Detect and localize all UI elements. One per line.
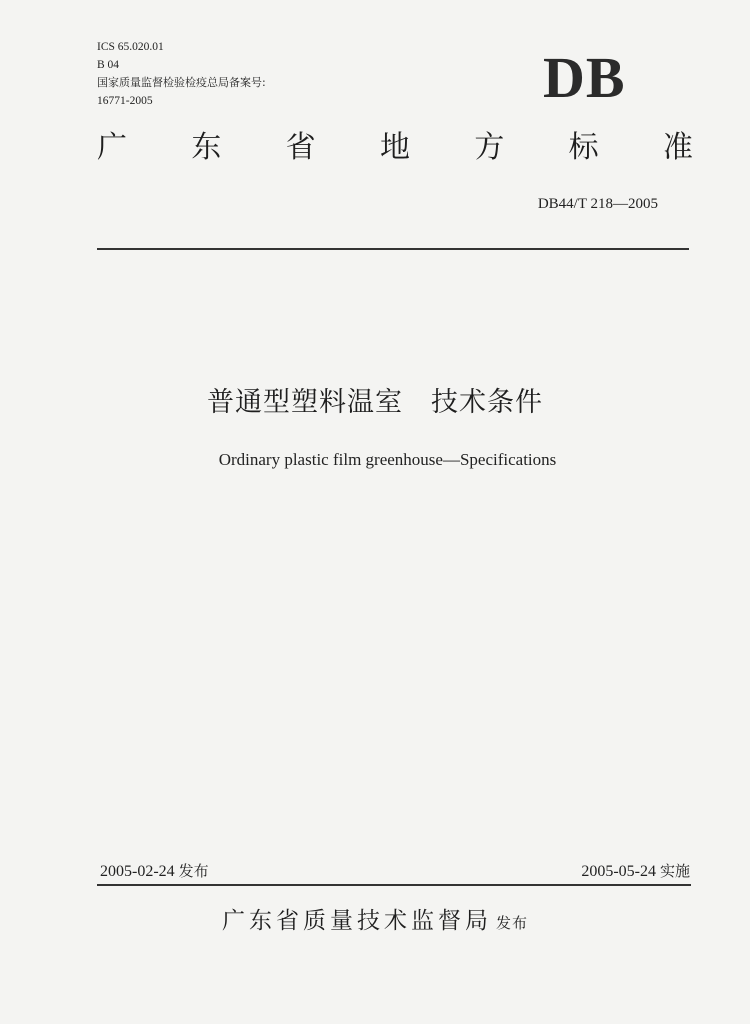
header-divider <box>97 248 689 250</box>
heading-char: 广 <box>97 130 127 165</box>
issuing-authority <box>0 902 750 935</box>
document-title-cn <box>0 383 750 423</box>
classification-block <box>97 38 266 110</box>
standard-number: DB44/T 218—2005 <box>537 196 658 212</box>
issue-label: 发布 <box>178 862 209 880</box>
issuer-org: 广东省质量技术监督局 <box>221 908 492 934</box>
heading-char: 东 <box>191 130 222 165</box>
heading-char: 标 <box>568 130 599 165</box>
implementation-date-line <box>581 860 690 883</box>
issue-date: 2005-02-24 <box>100 863 175 880</box>
heading-char: 省 <box>285 130 316 165</box>
document-title-en: Ordinary plastic film greenhouse—Specifications <box>218 450 557 469</box>
standard-type-heading <box>97 126 693 170</box>
heading-char: 地 <box>379 130 410 165</box>
implementation-label: 实施 <box>659 862 690 880</box>
issue-date-line <box>100 860 209 883</box>
heading-char: 方 <box>474 130 505 165</box>
category-code: B 04 <box>97 59 120 71</box>
issuer-verb: 发布 <box>495 914 528 932</box>
ics-code: ICS 65.020.01 <box>97 41 164 53</box>
title-cn-part2: 技术条件 <box>431 387 543 418</box>
heading-char: 准 <box>662 130 693 165</box>
title-cn-part1: 普通型塑料温室 <box>207 387 403 418</box>
footer-divider <box>97 884 691 886</box>
db-standard-mark: DB <box>543 45 626 110</box>
filing-label: 国家质量监督检验检疫总局备案号: <box>97 76 266 89</box>
implementation-date: 2005-05-24 <box>581 863 656 880</box>
filing-number: 16771-2005 <box>97 95 153 107</box>
